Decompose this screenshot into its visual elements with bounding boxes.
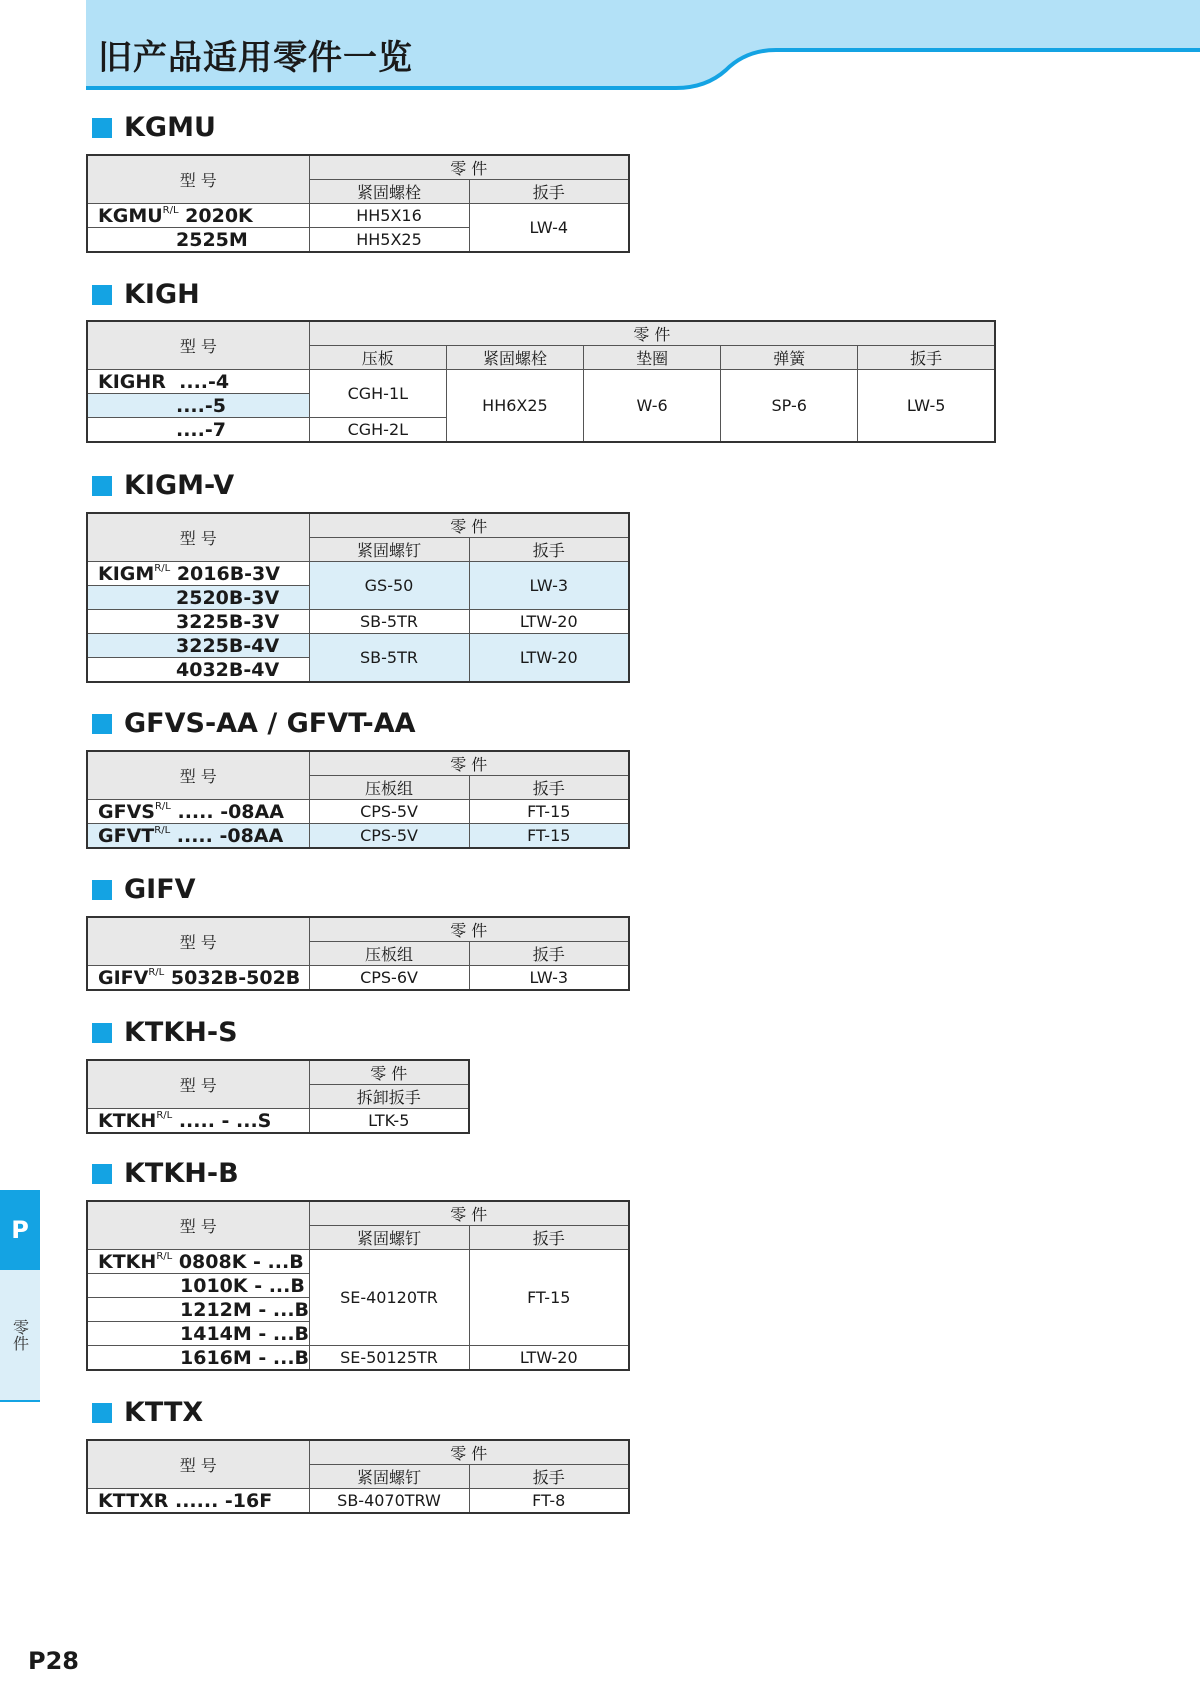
col-header: 扳手 (469, 1226, 629, 1250)
square-bullet-icon (92, 285, 112, 305)
table-kttx (86, 1439, 630, 1514)
part-cell: HH5X16 (309, 204, 469, 228)
col-header: 扳手 (469, 538, 629, 562)
header-parts: 零 件 (309, 917, 629, 942)
model-cell: $GIFV^{R/L}$ 5032B-502B (87, 966, 309, 991)
part-cell: LTW-20 (469, 1346, 629, 1371)
model-cell: 1212M - ...B (87, 1298, 309, 1322)
square-bullet-icon (92, 1023, 112, 1043)
section-title-ktkhs: KTKH-S (92, 1017, 238, 1048)
square-bullet-icon (92, 118, 112, 138)
header-model: 型 号 (87, 751, 309, 800)
table-row (87, 800, 629, 824)
side-tab-letter: P (0, 1190, 40, 1270)
table-ktkhb (86, 1200, 630, 1371)
square-bullet-icon (92, 1403, 112, 1423)
part-cell: LW-3 (469, 562, 629, 610)
part-cell: FT-15 (469, 1250, 629, 1346)
col-header: 扳手 (469, 776, 629, 800)
part-cell: HH6X25 (446, 370, 583, 443)
model-cell: 2520B-3V (87, 586, 309, 610)
col-header: 扳手 (469, 942, 629, 966)
part-cell: W-6 (584, 370, 721, 443)
part-cell: SE-40120TR (309, 1250, 469, 1346)
header-parts: 零 件 (309, 155, 629, 180)
model-cell: ....-5 (87, 394, 309, 418)
header-model: 型 号 (87, 1440, 309, 1489)
table-row (87, 610, 629, 634)
table-ktkhs (86, 1059, 470, 1134)
table-row (87, 370, 995, 394)
part-cell: LW-5 (858, 370, 995, 443)
header-parts: 零 件 (309, 513, 629, 538)
table-gifv (86, 916, 630, 991)
header-model: 型 号 (87, 1201, 309, 1250)
part-cell: SP-6 (721, 370, 858, 443)
section-title-gfvs: GFVS-AA / GFVT-AA (92, 708, 416, 739)
part-cell: CGH-1L (309, 370, 446, 418)
header-model: 型 号 (87, 917, 309, 966)
header-model: 型 号 (87, 513, 309, 562)
section-title-kgmu: KGMU (92, 112, 216, 143)
side-tab-label: 零件 (0, 1270, 40, 1402)
table-row (87, 1346, 629, 1371)
table-row (87, 204, 629, 228)
model-cell: 1414M - ...B (87, 1322, 309, 1346)
section-title-kttx: KTTX (92, 1397, 203, 1428)
section-title-kigmv: KIGM-V (92, 470, 234, 501)
col-header: 压板组 (309, 942, 469, 966)
section-title-ktkhb: KTKH-B (92, 1158, 239, 1189)
table-gfvs (86, 750, 630, 849)
model-cell: $KIGM^{R/L}$ 2016B-3V (87, 562, 309, 586)
col-header: 压板 (309, 346, 446, 370)
table-row (87, 1109, 469, 1134)
page-number: P28 (28, 1647, 79, 1675)
col-header: 紧固螺栓 (446, 346, 583, 370)
col-header: 弹簧 (721, 346, 858, 370)
square-bullet-icon (92, 476, 112, 496)
header-parts: 零 件 (309, 1060, 469, 1085)
part-cell: CGH-2L (309, 418, 446, 443)
col-header: 扳手 (469, 1465, 629, 1489)
model-cell: 4032B-4V (87, 658, 309, 683)
header-parts: 零 件 (309, 1440, 629, 1465)
col-header: 紧固螺钉 (309, 538, 469, 562)
table-kigh (86, 320, 996, 443)
model-cell: KTTXR ...... -16F (87, 1489, 309, 1514)
table-row (87, 634, 629, 658)
model-cell: 1616M - ...B (87, 1346, 309, 1371)
table-row (87, 1250, 629, 1274)
table-kigmv (86, 512, 630, 683)
table-row (87, 824, 629, 849)
model-cell: $KTKH^{R/L}$ ..... - ...S (87, 1109, 309, 1134)
model-cell: 2525M (87, 228, 309, 253)
part-cell: LTW-20 (469, 610, 629, 634)
model-cell: KIGHR ....-4 (87, 370, 309, 394)
square-bullet-icon (92, 714, 112, 734)
table-row (87, 966, 629, 991)
page-title: 旧产品适用零件一览 (98, 38, 413, 78)
part-cell: FT-15 (469, 800, 629, 824)
header-model: 型 号 (87, 155, 309, 204)
part-cell: SB-4070TRW (309, 1489, 469, 1514)
model-cell: $KTKH^{R/L}$ 0808K - ...B (87, 1250, 309, 1274)
square-bullet-icon (92, 1164, 112, 1184)
part-cell: LW-3 (469, 966, 629, 991)
square-bullet-icon (92, 880, 112, 900)
header-parts: 零 件 (309, 1201, 629, 1226)
col-header: 扳手 (858, 346, 995, 370)
part-cell: LTK-5 (309, 1109, 469, 1134)
col-header: 拆卸扳手 (309, 1085, 469, 1109)
table-kgmu (86, 154, 630, 253)
part-cell: CPS-6V (309, 966, 469, 991)
col-header: 紧固螺钉 (309, 1226, 469, 1250)
model-cell: $GFVS^{R/L}$ ..... -08AA (87, 800, 309, 824)
part-cell: SB-5TR (309, 610, 469, 634)
header-parts: 零 件 (309, 321, 995, 346)
model-cell: 3225B-3V (87, 610, 309, 634)
part-cell: LTW-20 (469, 634, 629, 683)
col-header: 紧固螺栓 (309, 180, 469, 204)
part-cell: LW-4 (469, 204, 629, 253)
header-model: 型 号 (87, 1060, 309, 1109)
part-cell: CPS-5V (309, 800, 469, 824)
part-cell: SB-5TR (309, 634, 469, 683)
table-row (87, 562, 629, 586)
model-cell: $GFVT^{R/L}$ ..... -08AA (87, 824, 309, 849)
section-title-gifv: GIFV (92, 874, 196, 905)
model-cell: 1010K - ...B (87, 1274, 309, 1298)
part-cell: FT-8 (469, 1489, 629, 1514)
col-header: 紧固螺钉 (309, 1465, 469, 1489)
col-header: 扳手 (469, 180, 629, 204)
section-title-kigh: KIGH (92, 279, 200, 310)
part-cell: FT-15 (469, 824, 629, 849)
model-cell: 3225B-4V (87, 634, 309, 658)
part-cell: HH5X25 (309, 228, 469, 253)
part-cell: CPS-5V (309, 824, 469, 849)
table-row (87, 1489, 629, 1514)
model-cell: ....-7 (87, 418, 309, 443)
col-header: 压板组 (309, 776, 469, 800)
part-cell: SE-50125TR (309, 1346, 469, 1371)
model-cell: $KGMU^{R/L}$ 2020K (87, 204, 309, 228)
header-parts: 零 件 (309, 751, 629, 776)
col-header: 垫圈 (584, 346, 721, 370)
header-model: 型 号 (87, 321, 309, 370)
part-cell: GS-50 (309, 562, 469, 610)
